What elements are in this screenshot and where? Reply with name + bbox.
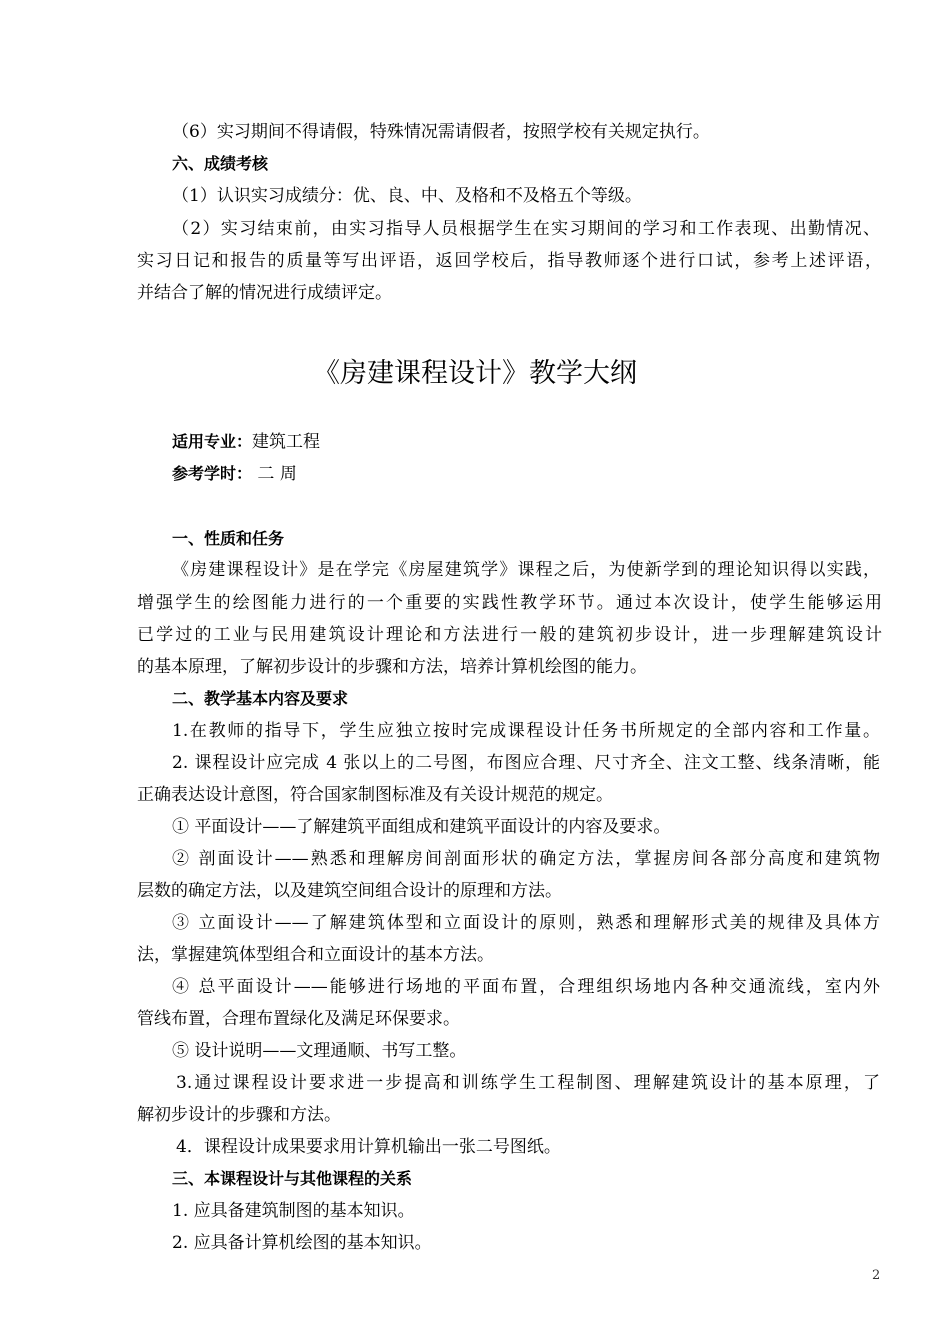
- paragraph-nature-line3: 已学过的工业与民用建筑设计理论和方法进行一般的建筑初步设计，进一步理解建筑设计: [137, 625, 882, 645]
- paragraph-nature-line2: 增强学生的绘图能力进行的一个重要的实践性教学环节。通过本次设计，使学生能够运用: [137, 593, 882, 613]
- paragraph-sub1: ① 平面设计——了解建筑平面组成和建筑平面设计的内容及要求。: [172, 817, 671, 837]
- paragraph-grading-item2-line1: （2）实习结束前，由实习指导人员根据学生在实习期间的学习和工作表现、出勤情况、: [172, 219, 880, 239]
- paragraph-req3-line2: 解初步设计的步骤和方法。: [137, 1105, 341, 1125]
- paragraph-req2-line2: 正确表达设计意图，符合国家制图标准及有关设计规范的规定。: [137, 785, 613, 805]
- hours-value: 二 周: [252, 464, 297, 484]
- paragraph-sub3-line2: 法，掌握建筑体型组合和立面设计的基本方法。: [137, 945, 494, 965]
- page-number: 2: [872, 1268, 881, 1283]
- major-label: 适用专业：: [172, 432, 253, 451]
- paragraph-nature-line1: 《房建课程设计》是在学完《房屋建筑学》课程之后，为使新学到的理论知识得以实践，: [172, 560, 880, 580]
- paragraph-sub2-line1: ② 剖面设计——熟悉和理解房间剖面形状的确定方法，掌握房间各部分高度和建筑物: [172, 849, 880, 869]
- section-heading-relations: 三、本课程设计与其他课程的关系: [172, 1169, 413, 1188]
- paragraph-req2-line1: 2. 课程设计应完成 4 张以上的二号图，布图应合理、尺寸齐全、注文工整、线条清晰，能: [172, 753, 880, 773]
- paragraph-grading-item2-line3: 并结合了解的情况进行成绩评定。: [137, 283, 392, 303]
- paragraph-sub4-line2: 管线布置，合理布置绿化及满足环保要求。: [137, 1009, 460, 1029]
- paragraph-sub3-line1: ③ 立面设计——了解建筑体型和立面设计的原则，熟悉和理解形式美的规律及具体方: [172, 913, 880, 933]
- section-heading-nature: 一、性质和任务: [172, 529, 285, 548]
- paragraph-nature-line4: 的基本原理，了解初步设计的步骤和方法，培养计算机绘图的能力。: [137, 657, 647, 677]
- paragraph-req4: 4．课程设计成果要求用计算机输出一张二号图纸。: [176, 1137, 561, 1157]
- paragraph-sub2-line2: 层数的确定方法，以及建筑空间组合设计的原理和方法。: [137, 881, 562, 901]
- paragraph-sub5: ⑤ 设计说明——文理通顺、书写工整。: [172, 1041, 467, 1061]
- paragraph-grading-item1: （1）认识实习成绩分：优、良、中、及格和不及格五个等级。: [172, 186, 642, 206]
- list-item-relation1: 1. 应具备建筑制图的基本知识。: [172, 1201, 415, 1221]
- paragraph-item6: （6）实习期间不得请假，特殊情况需请假者，按照学校有关规定执行。: [172, 122, 710, 142]
- paragraph-sub4-line1: ④ 总平面设计——能够进行场地的平面布置，合理组织场地内各种交通流线，室内外: [172, 977, 880, 997]
- list-item-relation2: 2. 应具备计算机绘图的基本知识。: [172, 1233, 432, 1253]
- paragraph-req1: 1.在教师的指导下，学生应独立按时完成课程设计任务书所规定的全部内容和工作量。: [172, 721, 880, 741]
- section-heading-grading: 六、成绩考核: [172, 154, 269, 173]
- major-value: 建筑工程: [252, 432, 321, 452]
- hours-label: 参考学时：: [172, 464, 253, 483]
- meta-hours: [172, 462, 297, 486]
- paragraph-grading-item2-line2: 实习日记和报告的质量等写出评语，返回学校后，指导教师逐个进行口试，参考上述评语，: [137, 251, 882, 271]
- document-title: 《房建课程设计》教学大纲: [313, 358, 637, 389]
- section-heading-content: 二、教学基本内容及要求: [172, 689, 349, 708]
- paragraph-req3-line1: 3.通过课程设计要求进一步提高和训练学生工程制图、理解建筑设计的基本原理，了: [176, 1073, 880, 1093]
- meta-major: [172, 430, 320, 454]
